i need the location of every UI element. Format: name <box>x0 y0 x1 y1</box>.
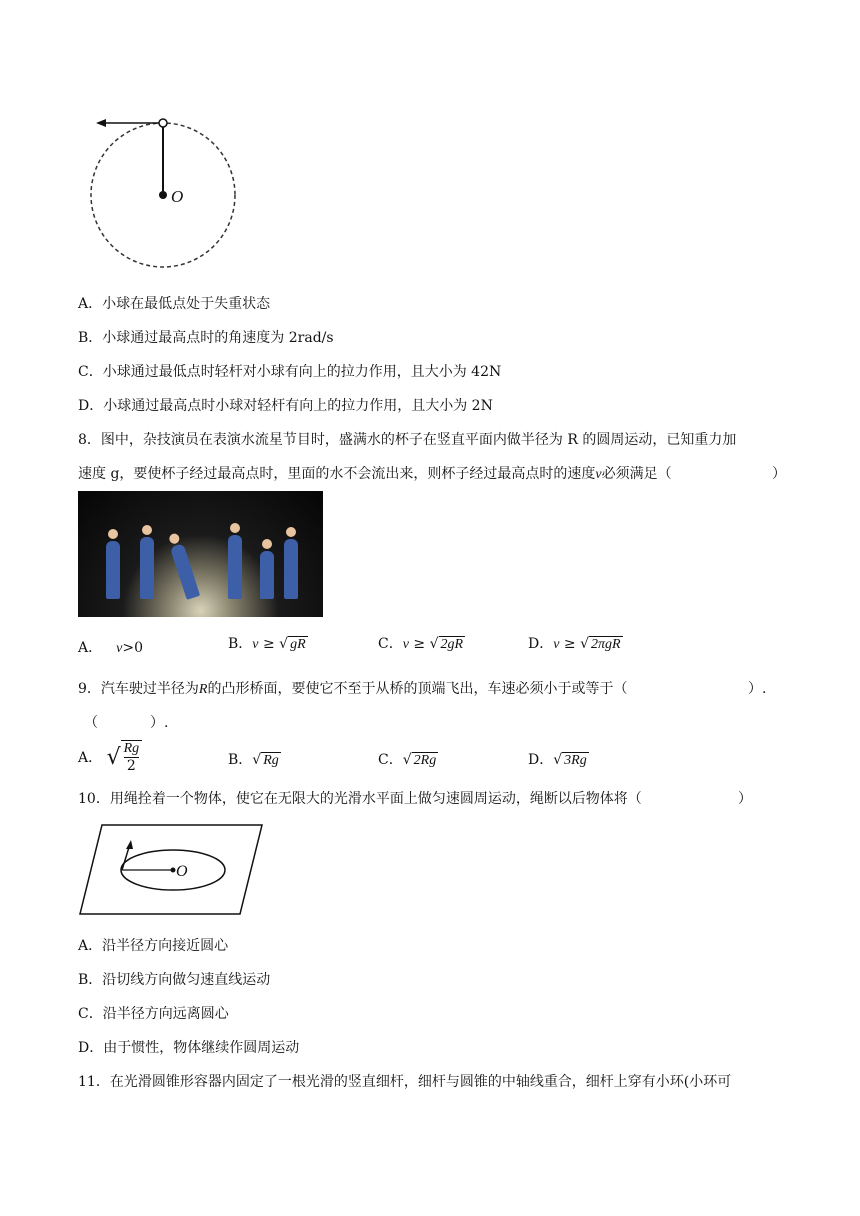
q10-stem: 10．用绳拴着一个物体，使它在无限大的光滑水平面上做匀速圆周运动，绳断以后物体将（ <box>78 791 642 807</box>
q9-option-a: A． √ $\frac{Rg}{2}$ <box>78 740 142 774</box>
q9-paren-close: ）. <box>748 681 767 697</box>
q10-option-a: A．沿半径方向接近圆心 <box>78 938 229 954</box>
q7-option-b: B．小球通过最高点时的角速度为 2rad/s <box>78 330 334 346</box>
q8-option-a: A． v>0 <box>78 640 143 656</box>
q9-stem-line2: （ ）. <box>84 715 169 731</box>
q8-option-c: C．v ≥ √ 2gR <box>378 635 464 652</box>
q9-option-c: C．√ 2Rg <box>378 751 437 768</box>
q8-stem-line1: 8．图中，杂技演员在表演水流星节目时，盛满水的杯子在竖直平面内做半径为 R 的圆周运动，已知重力加 <box>78 432 737 448</box>
q9-stem-line1: 9．汽车驶过半径为R的凸形桥面，要使它不至于从桥的顶端飞出，车速必须小于或等于（ <box>78 681 628 697</box>
q9-option-d: D．√ 3Rg <box>528 751 587 768</box>
plane-ellipse-figure <box>78 822 264 918</box>
q7-option-d: D．小球通过最高点时小球对轻杆有向上的拉力作用，且大小为 2N <box>78 398 493 414</box>
plane-center-label-o: O <box>176 863 188 880</box>
q11-stem: 11．在光滑圆锥形容器内固定了一根光滑的竖直细杆，细杆与圆锥的中轴线重合，细杆上穿有小环(小环可 <box>78 1074 732 1090</box>
q10-option-b: B．沿切线方向做匀速直线运动 <box>78 972 271 988</box>
center-label-o: O <box>171 187 184 206</box>
acrobat-performance-photo <box>78 491 323 617</box>
q8-stem-line2: 速度 g，要使杯子经过最高点时，里面的水不会流出来，则杯子经过最高点时的速度v必须满足（ <box>78 466 672 482</box>
q8-paren-close: ） <box>772 466 786 482</box>
q10-option-d: D．由于惯性，物体继续作圆周运动 <box>78 1040 300 1056</box>
q7-option-c: C．小球通过最低点时轻杆对小球有向上的拉力作用，且大小为 42N <box>78 364 502 380</box>
q8-option-b: B．v ≥ √ gR <box>228 635 306 652</box>
q10-option-c: C．沿半径方向远离圆心 <box>78 1006 229 1022</box>
q8-option-d: D．v ≥ √ 2πgR <box>528 635 621 652</box>
q7-option-a: A．小球在最低点处于失重状态 <box>78 296 271 312</box>
q10-paren-close: ） <box>738 791 752 807</box>
q9-option-b: B．√ Rg <box>228 751 279 768</box>
circle-rod-figure <box>84 108 244 268</box>
